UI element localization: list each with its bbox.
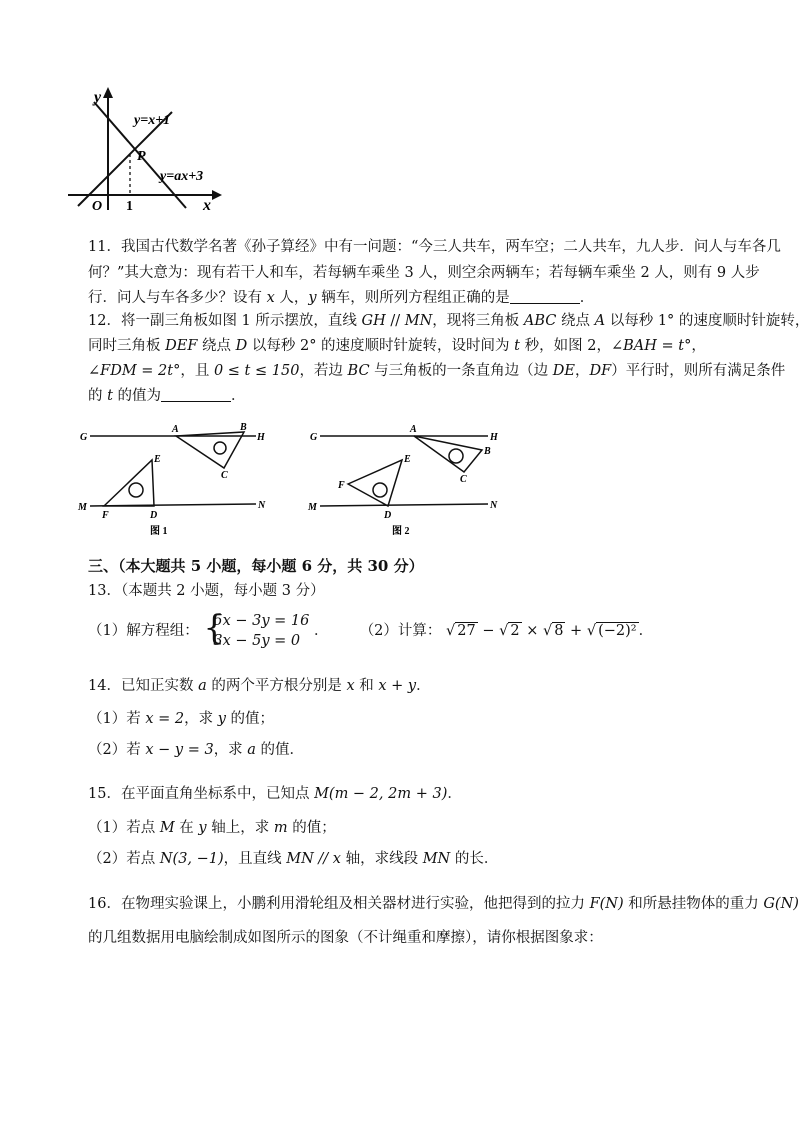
fig2-label-c: C	[460, 474, 467, 485]
line1-label: y=x+1	[134, 113, 171, 128]
fig2-label-a: A	[410, 424, 417, 435]
q13-part1-label: （1）解方程组：	[88, 623, 199, 639]
q11-answer-blank[interactable]	[510, 289, 580, 304]
q12-line3	[88, 361, 785, 381]
q13-expression: √ 27 − √ 2 × √ 8 + √ (−2)² ．	[446, 623, 654, 639]
q16-force: F(N)	[589, 896, 624, 912]
fig2-label-n: N	[490, 500, 498, 511]
times-sign: ×	[521, 623, 543, 639]
q12-l4a: 的	[88, 388, 108, 404]
q15-l1a: 15．在平面直角坐标系中，已知点	[88, 786, 315, 802]
q11-line1: 11．我国古代数学名著《孙子算经》中有一问题：“今三人共车，两车空；二人共车，九人步．问人与车各几	[88, 239, 781, 255]
q12-abc: ABC	[523, 313, 557, 329]
q12-l1d: 以每秒 1° 的速度顺时针旋转，	[605, 313, 809, 329]
fig1-label-f: F	[102, 510, 109, 521]
q15-p1d: 的值；	[287, 820, 336, 836]
q14-l1c: 和	[354, 678, 379, 694]
plus-sign: +	[565, 623, 587, 639]
q12-l2a: 同时三角板	[88, 338, 166, 354]
q16-line2: 的几组数据用电脑绘制成如图所示的图象（不计绳重和摩擦），请你根据图象求：	[88, 930, 603, 946]
q12-l2d: 秒，如图 2，	[520, 338, 611, 354]
q14-part2	[88, 740, 304, 760]
fig1-triangle-def-hole	[129, 483, 143, 497]
fig2-triangle-abc	[414, 436, 482, 472]
fig2-label-b: B	[484, 446, 491, 457]
q14-p2a: （2）若	[88, 742, 146, 758]
q15-l1-end: ．	[447, 786, 462, 802]
origin-label: O	[92, 199, 103, 214]
equation-2: 3x − 5y = 0	[213, 633, 301, 649]
q11-text-a: 行．问人与车各多少？设有	[88, 290, 267, 306]
fig1-caption: 图 1	[150, 526, 168, 537]
q15-part2	[88, 849, 498, 869]
q15-p2-mn: MN // x	[286, 851, 341, 867]
linear-functions-graph	[62, 84, 232, 216]
q14-l1a: 14．已知正实数	[88, 678, 199, 694]
fig2-line-mn	[320, 504, 488, 506]
q12-def: DEF	[165, 338, 198, 354]
q12-l4b: 的值为	[112, 388, 162, 404]
q15-p1b: 在	[174, 820, 199, 836]
system-brace: {	[203, 608, 225, 648]
q11-text-b: 人，	[274, 290, 309, 306]
q12-l3e: ）平行时，则所有满足条件	[611, 363, 786, 379]
q11-line3	[88, 288, 594, 308]
q12-gh: GH	[361, 313, 386, 329]
q13-part2-label: （2）计算：	[359, 623, 442, 639]
figure-2	[306, 420, 516, 540]
q15-p2b: ，且直线	[223, 851, 287, 867]
fig1-label-d: D	[150, 510, 158, 521]
y-axis-label: y	[94, 89, 102, 106]
q11-end: ．	[579, 290, 595, 306]
q12-t2: t	[107, 388, 113, 404]
q12-l1a: 12．将一副三角板如图 1 所示摆放，直线	[88, 313, 362, 329]
q11-var-x: x	[266, 290, 275, 306]
fig1-label-c: C	[221, 470, 228, 481]
q12-l3a: ，且	[180, 363, 214, 379]
q13-parts	[88, 609, 653, 653]
q15-p1a: （1）若点	[88, 820, 160, 836]
q14-p2-eq: x − y = 3	[145, 742, 214, 758]
q14-part1	[88, 709, 274, 729]
q15-p2d: 的长．	[450, 851, 499, 867]
q12-l1c: 绕点	[556, 313, 595, 329]
fig1-label-b: B	[240, 422, 247, 433]
x-axis-label: x	[203, 197, 211, 214]
q12-answer-blank[interactable]	[161, 387, 231, 402]
q15-part1	[88, 818, 336, 838]
q12-line2	[88, 336, 706, 356]
q12-range: 0 ≤ t ≤ 150	[213, 363, 300, 379]
q12-end: ．	[231, 388, 246, 404]
q15-point-m: M(m − 2, 2m + 3)	[314, 786, 448, 802]
q15-p2a: （2）若点	[88, 851, 160, 867]
q12-l2b: 绕点	[197, 338, 236, 354]
q14-var-a: a	[198, 678, 207, 694]
radicand-2: 2	[510, 623, 520, 639]
q11-line2: 何？”其大意为：现有若干人和车，若每辆车乘坐 3 人，则空余两辆车；若每辆车乘坐 2 人，则有 9 人步	[88, 265, 760, 281]
fig2-caption: 图 2	[392, 526, 410, 537]
radicand-27: 27	[457, 623, 476, 639]
y-axis-arrow	[103, 87, 113, 98]
q14-p2-a: a	[247, 742, 256, 758]
fig2-label-d: D	[384, 510, 392, 521]
q14-l1b: 的两个平方根分别是	[206, 678, 347, 694]
fig1-label-a: A	[172, 424, 179, 435]
q13-part1-end: ．	[313, 623, 329, 639]
fig2-label-g: G	[310, 432, 318, 443]
q12-line4	[88, 386, 246, 406]
fig1-label-e: E	[154, 454, 161, 465]
q12-l1b: ，现将三角板	[432, 313, 524, 329]
equation-system	[203, 608, 310, 651]
q12-angle-fdm: ∠FDM = 2t°	[88, 363, 181, 379]
q14-x-plus-y: x + y	[378, 678, 417, 694]
q14-line1	[88, 676, 431, 696]
q12-l2e: ，	[691, 338, 706, 354]
q15-line1	[88, 784, 462, 804]
fig1-triangle-def	[104, 460, 154, 506]
fig2-triangle-def-hole	[373, 483, 387, 497]
tick-one-label: 1	[126, 199, 133, 214]
q12-point-a: A	[594, 313, 606, 329]
fig2-label-f: F	[338, 480, 345, 491]
q12-parallel: //	[385, 313, 405, 329]
fig1-triangle-abc	[176, 432, 244, 468]
q11-text-c: 辆车，则所列方程组正确的是	[316, 290, 510, 306]
line2-label: y=ax+3	[160, 169, 204, 184]
q15-p1-y: y	[198, 820, 207, 836]
q12-t: t	[514, 338, 520, 354]
q15-p2-n: N(3, −1)	[159, 851, 224, 867]
q14-p1a: （1）若	[88, 711, 146, 727]
fig2-label-m: M	[308, 502, 317, 513]
q14-p1-y: y	[217, 711, 226, 727]
q15-p2c: 轴，求线段	[340, 851, 423, 867]
q14-p1c: 的值；	[225, 711, 275, 727]
fig1-label-h: H	[257, 432, 265, 443]
q12-l3c: 与三角板的一条直角边（边	[369, 363, 553, 379]
section3-heading: 三、（本大题共 5 小题，每小题 6 分，共 30 分）	[88, 557, 424, 575]
fig2-label-e: E	[404, 454, 411, 465]
q11-var-y: y	[308, 290, 317, 306]
radicand-neg2-sq: (−2)²	[598, 623, 637, 639]
radicand-8: 8	[554, 623, 564, 639]
q12-angle-bah: ∠BAH = t°	[610, 338, 692, 354]
q16-gravity: G(N)	[763, 896, 799, 912]
q14-p2b: ，求	[213, 742, 248, 758]
q12-bc: BC	[347, 363, 370, 379]
q16-l1a: 16．在物理实验课上，小鹏利用滑轮组及相关器材进行实验，他把得到的拉力	[88, 896, 590, 912]
fig2-triangle-def	[348, 460, 402, 506]
q12-df: DF	[589, 363, 612, 379]
q14-p1-eq: x = 2	[145, 711, 185, 727]
q15-p1c: 轴上，求	[206, 820, 274, 836]
q13-part2-end: ．	[638, 623, 654, 639]
q13-title: 13．（本题共 2 小题，每小题 3 分）	[88, 583, 325, 599]
fig1-triangle-abc-hole	[214, 442, 226, 454]
q12-mn: MN	[404, 313, 433, 329]
q15-p1-var-m: m	[273, 820, 288, 836]
q12-line1	[88, 311, 809, 331]
fig1-label-n: N	[258, 500, 266, 511]
q16-line1	[88, 894, 799, 914]
q16-l1b: 和所悬挂物体的重力	[623, 896, 764, 912]
q15-p1-m: M	[159, 820, 175, 836]
q12-l3d: ，	[575, 363, 590, 379]
q14-l1-end: ．	[416, 678, 431, 694]
equation-1: 5x − 3y = 16	[213, 613, 310, 629]
figure-1	[76, 420, 276, 540]
minus-sign: −	[477, 623, 500, 639]
q14-p1b: ，求	[184, 711, 218, 727]
point-p-label: P	[137, 149, 146, 164]
q12-de: DE	[552, 363, 576, 379]
q14-p2c: 的值．	[255, 742, 305, 758]
fig1-label-g: G	[80, 432, 88, 443]
fig2-label-h: H	[490, 432, 498, 443]
q14-var-x: x	[346, 678, 355, 694]
fig2-triangle-abc-hole	[449, 449, 463, 463]
fig1-label-m: M	[78, 502, 87, 513]
q12-point-d: D	[235, 338, 248, 354]
q12-l2c: 以每秒 2° 的速度顺时针旋转，设时间为	[247, 338, 515, 354]
x-axis-arrow	[212, 190, 222, 200]
q12-l3b: ，若边	[299, 363, 348, 379]
q15-p2-seg: MN	[422, 851, 451, 867]
